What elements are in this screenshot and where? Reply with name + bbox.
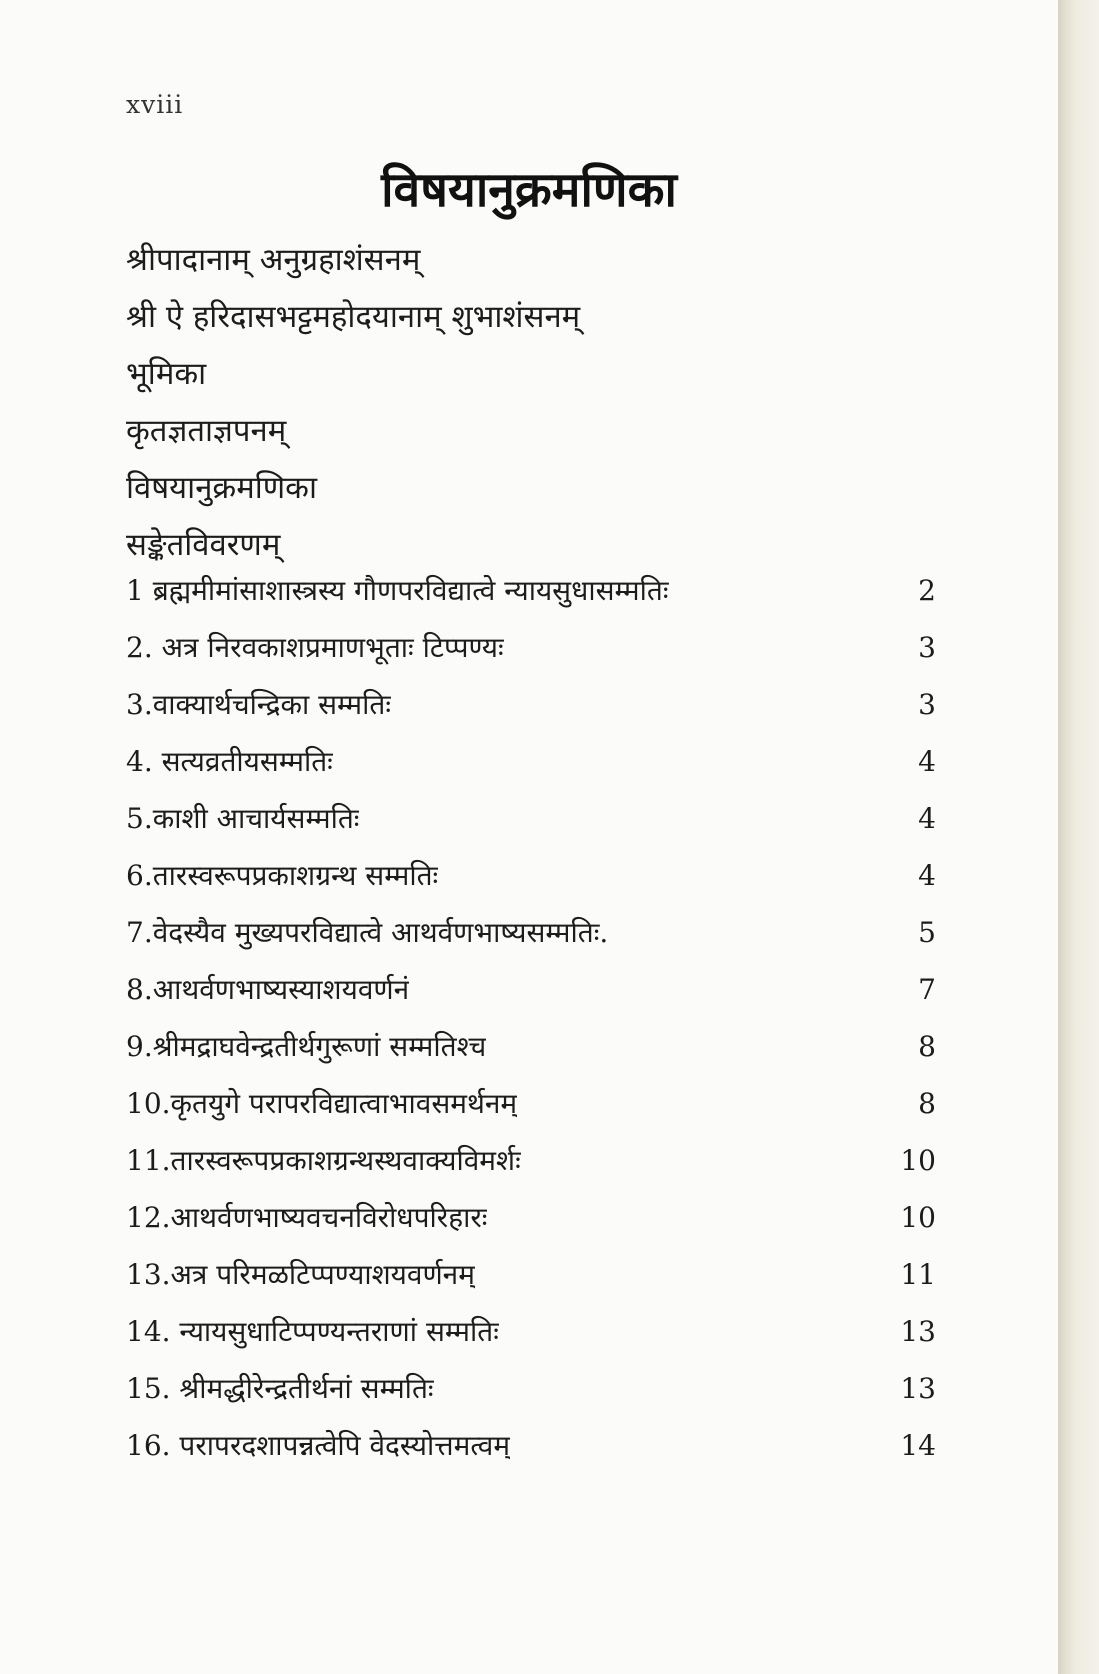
toc-entry-title: 8.आथर्वणभाष्यस्याशयवर्णनं	[126, 973, 410, 1006]
toc-entry-page: 10	[900, 1144, 936, 1177]
toc-entry-page: 11	[900, 1258, 936, 1291]
toc-entry-title: 7.वेदस्यैव मुख्यपरविद्यात्वे आथर्वणभाष्यसम्मतिः.	[126, 916, 609, 949]
toc-entry-page: 10	[900, 1201, 936, 1234]
toc-entry-page: 4	[918, 745, 936, 778]
toc-entry-page: 5	[918, 916, 936, 949]
toc-entry	[126, 961, 936, 1018]
toc-entry-title: 11.तारस्वरूपप्रकाशग्रन्थस्थवाक्यविमर्शः	[126, 1144, 521, 1177]
toc-list	[126, 562, 936, 1474]
toc-entry	[126, 790, 936, 847]
toc-entry-title: 5.काशी आचार्यसम्मतिः	[126, 802, 360, 835]
toc-entry	[126, 1075, 936, 1132]
page-edge	[1058, 0, 1099, 1674]
toc-entry	[126, 1189, 936, 1246]
toc-entry-page: 4	[918, 802, 936, 835]
toc-entry-title: 16. परापरदशापन्नत्वेपि वेदस्योत्तमत्वम्	[126, 1429, 511, 1462]
toc-entry-title: 12.आथर्वणभाष्यवचनविरोधपरिहारः	[126, 1201, 488, 1234]
prelim-item: श्रीपादानाम् अनुग्रहाशंसनम्	[126, 242, 421, 278]
toc-entry-page: 13	[900, 1315, 936, 1348]
toc-entry-title: 4. सत्यव्रतीयसम्मतिः	[126, 745, 333, 778]
toc-entry	[126, 1132, 936, 1189]
toc-entry	[126, 1303, 936, 1360]
toc-entry-title: 3.वाक्यार्थचन्द्रिका सम्मतिः	[126, 688, 392, 721]
toc-entry	[126, 1246, 936, 1303]
toc-entry	[126, 619, 936, 676]
toc-entry-title: 13.अत्र परिमळटिप्पण्याशयवर्णनम्	[126, 1258, 475, 1291]
toc-entry-page: 4	[918, 859, 936, 892]
toc-entry-page: 13	[900, 1372, 936, 1405]
toc-entry-page: 3	[918, 688, 936, 721]
toc-entry-page: 14	[900, 1429, 936, 1462]
toc-entry-title: 1 ब्रह्ममीमांसाशास्त्रस्य गौणपरविद्यात्वे न्यायसुधासम्मतिः	[126, 574, 669, 607]
toc-entry-title: 15. श्रीमद्धीरेन्द्रतीर्थनां सम्मतिः	[126, 1372, 434, 1405]
page-number: xviii	[126, 90, 184, 119]
toc-entry-title: 9.श्रीमद्राघवेन्द्रतीर्थगुरूणां सम्मतिश्च	[126, 1030, 487, 1063]
toc-entry	[126, 1360, 936, 1417]
toc-entry	[126, 847, 936, 904]
toc-entry-title: 2. अत्र निरवकाशप्रमाणभूताः टिप्पण्यः	[126, 631, 504, 664]
toc-entry-page: 3	[918, 631, 936, 664]
toc-entry-page: 7	[918, 973, 936, 1006]
toc-entry-page: 8	[918, 1030, 936, 1063]
toc-entry-page: 2	[918, 574, 936, 607]
toc-entry	[126, 733, 936, 790]
toc-entry	[126, 1018, 936, 1075]
toc-entry-page: 8	[918, 1087, 936, 1120]
toc-entry	[126, 562, 936, 619]
toc-entry	[126, 1417, 936, 1474]
toc-entry-title: 14. न्यायसुधाटिप्पण्यन्तराणां सम्मतिः	[126, 1315, 499, 1348]
prelim-item: सङ्केतविवरणम्	[126, 527, 281, 563]
prelim-item: कृतज्ञताज्ञपनम्	[126, 413, 287, 449]
toc-entry-title: 6.तारस्वरूपप्रकाशग्रन्थ सम्मतिः	[126, 859, 439, 892]
prelim-item: श्री ऐ हरिदासभट्टमहोदयानाम् शुभाशंसनम्	[126, 299, 581, 335]
prelim-item: भूमिका	[126, 356, 207, 392]
prelims-list	[126, 232, 580, 574]
prelim-item: विषयानुक्रमणिका	[126, 470, 318, 506]
toc-entry-title: 10.कृतयुगे परापरविद्यात्वाभावसमर्थनम्	[126, 1087, 518, 1120]
toc-entry	[126, 676, 936, 733]
toc-entry	[126, 904, 936, 961]
page-title: विषयानुक्रमणिका	[381, 162, 677, 218]
